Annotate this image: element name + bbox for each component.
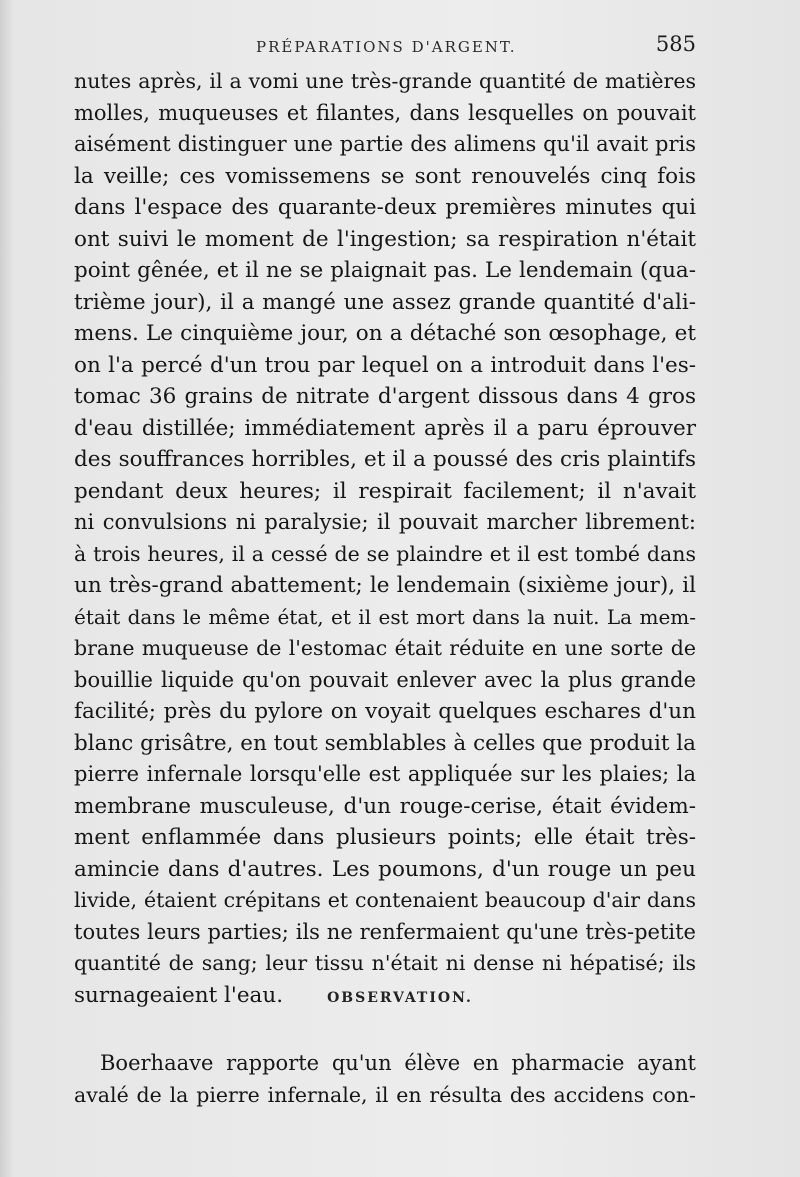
- body-paragraph-1: [74, 66, 696, 1011]
- text-line: dans l'espace des quarante-deux premières minutes qui: [74, 195, 696, 220]
- text-line: livide, étaient crépitans et contenaient beaucoup d'air dans: [74, 888, 696, 912]
- text-line: point gênée, et il ne se plaignait pas. Le lendemain (qua-: [74, 258, 696, 283]
- text-line: Boerhaave rapporte qu'un élève en pharmacie ayant: [100, 1051, 696, 1075]
- text-line: aisément distinguer une partie des alimens qu'il avait pris: [74, 132, 696, 156]
- text-line: ont suivi le moment de l'ingestion; sa respiration n'était: [74, 226, 696, 252]
- text-line: tomac 36 grains de nitrate d'argent dissous dans 4 gros: [74, 384, 696, 409]
- section-heading: OBSERVATION.: [327, 990, 473, 1006]
- text-line: molles, muqueuses et filantes, dans lesquelles on pouvait: [74, 100, 696, 125]
- text-line: surnageaient l'eau.: [74, 982, 284, 1008]
- text-line: facilité; près du pylore on voyait quelques eschares d'un: [74, 699, 696, 724]
- text-line: d'eau distillée; immédiatement après il a paru éprouver: [74, 415, 696, 441]
- text-line: pierre infernale lorsqu'elle est appliquée sur les plaies; la: [74, 762, 696, 786]
- text-line: ni convulsions ni paralysie; il pouvait marcher librement:: [74, 510, 696, 534]
- text-line: était dans le même état, et il est mort dans la nuit. La mem-: [74, 604, 696, 629]
- running-head: [76, 32, 696, 62]
- text-line: brane muqueuse de l'estomac était réduite en une sorte de: [74, 636, 696, 660]
- text-line: toutes leurs parties; ils ne renfermaient qu'une très-petite: [74, 919, 696, 944]
- text-line: blanc grisâtre, en tout semblables à celles que produit la: [74, 730, 696, 756]
- text-line: nutes après, il a vomi une très-grande quantité de matières: [74, 69, 696, 93]
- text-line: à trois heures, il a cessé de se plaindre et il est tombé dans: [74, 541, 696, 566]
- running-head-title: PRÉPARATIONS D'ARGENT.: [256, 38, 517, 56]
- page-number: 585: [655, 32, 696, 56]
- text-line: membrane musculeuse, d'un rouge-cerise, était évidem-: [74, 793, 696, 819]
- text-line: la veille; ces vomissemens se sont renouvelés cinq fois: [74, 163, 696, 189]
- text-line: quantité de sang; leur tissu n'était ni dense ni hépatisé; ils: [74, 951, 696, 975]
- text-line: on l'a percé d'un trou par lequel on a introduit dans l'es-: [74, 352, 696, 378]
- text-line: des souffrances horribles, et il a poussé des cris plaintifs: [74, 447, 696, 472]
- text-line: bouillie liquide qu'on pouvait enlever avec la plus grande: [74, 667, 696, 692]
- body-paragraph-2: [74, 1048, 696, 1111]
- text-line: amincie dans d'autres. Les poumons, d'un rouge un peu: [74, 856, 696, 882]
- text-line: ment enflammée dans plusieurs points; elle était très-: [74, 825, 696, 850]
- text-line: mens. Le cinquième jour, on a détaché son œsophage, et: [74, 321, 696, 346]
- text-line: trième jour), il a mangé une assez grande quantité d'ali-: [74, 289, 696, 315]
- text-line: un très-grand abattement; le lendemain (sixième jour), il: [74, 573, 696, 598]
- text-line: pendant deux heures; il respirait facilement; il n'avait: [74, 478, 696, 504]
- text-line: avalé de la pierre infernale, il en résulta des accidens con-: [74, 1082, 696, 1107]
